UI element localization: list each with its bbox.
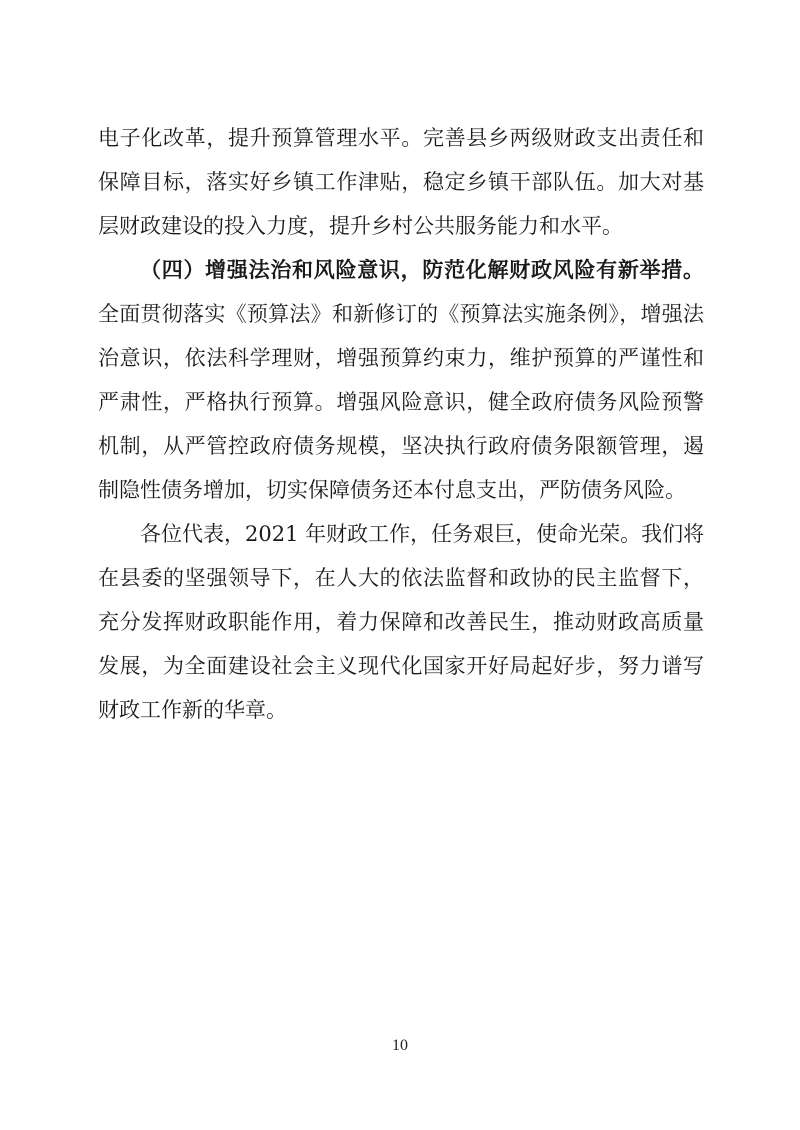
section-heading: （四）增强法治和风险意识，防范化解财政风险有新举措。 — [140, 257, 704, 282]
paragraph-risk-prevention — [98, 248, 704, 512]
text-line: 机制，从严管控政府债务规模，坚决执行政府债务限额管理，遏 — [98, 434, 704, 458]
paragraph-grassroots-finance — [98, 116, 704, 248]
text-line: 财政工作新的华章。 — [98, 698, 287, 722]
text-line: 电子化改革，提升预算管理水平。完善县乡两级财政支出责任和 — [98, 126, 704, 150]
text-line: 在县委的坚强领导下，在人大的依法监督和政协的民主监督下， — [98, 566, 704, 590]
text-line: 全面贯彻落实《预算法》和新修订的《预算法实施条例》，增强法 — [98, 302, 704, 326]
paragraph-closing — [98, 512, 704, 732]
text-line: 各位代表，2021 年财政工作，任务艰巨，使命光荣。我们将 — [140, 522, 705, 546]
page-number: 10 — [392, 1037, 408, 1054]
text-line: 保障目标，落实好乡镇工作津贴，稳定乡镇干部队伍。加大对基 — [98, 170, 704, 194]
text-line: 发展，为全面建设社会主义现代化国家开好局起好步，努力谱写 — [98, 654, 704, 678]
text-line: 治意识，依法科学理财，增强预算约束力，维护预算的严谨性和 — [98, 346, 704, 370]
body-text — [98, 116, 704, 732]
text-line: 制隐性债务增加，切实保障债务还本付息支出，严防债务风险。 — [98, 478, 686, 502]
text-line: 严肃性，严格执行预算。增强风险意识，健全政府债务风险预警 — [98, 390, 704, 414]
text-line: 层财政建设的投入力度，提升乡村公共服务能力和水平。 — [98, 214, 623, 238]
text-line: 充分发挥财政职能作用，着力保障和改善民生，推动财政高质量 — [98, 610, 704, 634]
